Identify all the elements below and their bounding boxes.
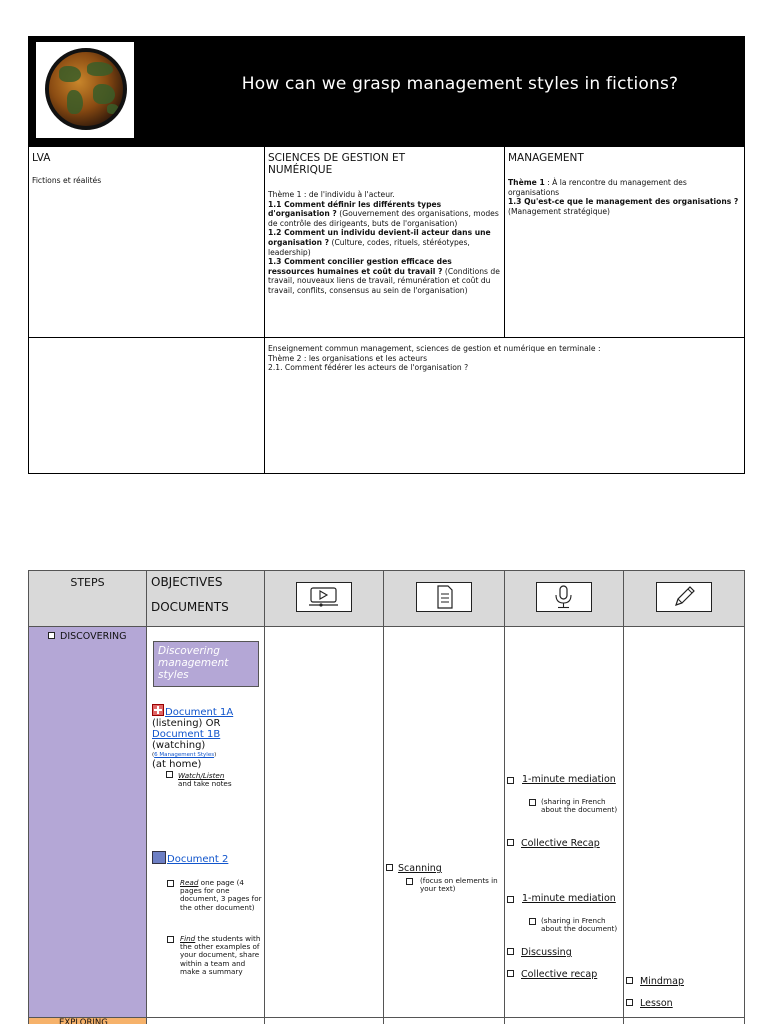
at-home-note: (at home) [152,759,202,770]
sgn-q11-detail: (Gouvernement des organisations, modes de contrôle des dirigeants, buts de l'organisation) [268,209,499,228]
document-icon [416,582,472,612]
sgn-theme-text: : de l'individu à l'acteur. [301,190,395,199]
world-map-globe-icon [45,48,127,130]
video-column-cell [264,626,384,1018]
globe-icon [152,851,166,864]
speaking-column-header [504,570,624,627]
management-theme-label: Thème 1 [508,178,545,187]
video-column-header [264,570,384,627]
steps-header [28,570,147,627]
mediation-1-note: (sharing in French about the document) [541,797,618,815]
collective-recap-2-label: Collective recap [521,969,598,980]
scanning-label: Scanning [398,863,442,874]
step-discovering-label: DISCOVERING [60,631,127,642]
step-discovering-cell [28,626,147,1018]
checkbox-icon[interactable] [529,799,536,806]
video-player-icon [296,582,352,612]
logo [36,42,134,138]
documents-1-block: Document 1A (listening) OR Document 1B (watching) (6 Management Styles) (at home) Watch/Listen and take notes [152,704,262,788]
checkbox-icon[interactable] [507,839,514,846]
mediation-2-subitem [529,917,621,933]
empty-cell [28,337,265,474]
mediation-2-label: 1-minute mediation [522,893,616,904]
document-1b-link[interactable]: Document 1B [152,729,221,740]
checkbox-icon[interactable] [507,777,514,784]
checkbox-icon[interactable] [507,896,514,903]
common-teaching-line1: Enseignement commun management, sciences de gestion et numérique en terminale : [268,344,601,353]
mediation-2-note: (sharing in French about the document) [541,916,618,934]
checkbox-icon[interactable] [626,999,633,1006]
lva-title: LVA [32,152,51,164]
mediation-1-item [507,775,621,786]
document-2-link[interactable]: Document 2 [167,854,229,865]
writing-column-header [623,570,745,627]
management-program [508,178,740,216]
sgn-program [268,190,500,296]
document-2-block [152,851,262,865]
sgn-q11: 1.1 Comment définir les différents types d'organisation ? [268,199,442,219]
find-task-note: the students with the other examples of your document, share within a team and make a summary [180,934,261,976]
row2-speaking-cell [504,1017,624,1024]
management-q13-detail: (Management stratégique) [508,206,610,216]
row2-reading-cell [383,1017,505,1024]
common-teaching-line3: 2.1. Comment fédérer les acteurs de l'organisation ? [268,363,469,373]
find-task: Find [180,934,196,943]
lva-cell [28,146,265,338]
lesson-item [626,998,740,1009]
find-task-item [167,935,263,976]
mediation-1-label: 1-minute mediation [522,774,616,785]
lva-subtitle: Fictions et réalités [32,176,102,185]
management-q13: 1.3 Qu'est-ce que le management des organisations ? [508,197,739,207]
read-task-note: one page (4 pages for one document, 3 pages for the other document) [180,878,262,912]
document-1b-note: (watching) [152,740,206,751]
mediation-2-item [507,894,621,905]
scanning-subitem [406,877,502,893]
management-theme-text: : À la rencontre du management des organisations [508,178,687,197]
document-column-header [383,570,505,627]
collective-recap-1-label: Collective Recap [521,838,600,849]
management-styles-link[interactable]: 6 Management Styles [154,752,215,758]
checkbox-icon[interactable] [48,632,55,639]
objectives-documents-cell [146,626,265,1018]
checkbox-icon[interactable] [626,977,633,984]
objective-box: Discovering management styles [153,641,259,687]
checkbox-icon[interactable] [167,936,174,943]
checkbox-icon[interactable] [507,970,514,977]
common-teaching-text [268,344,740,373]
checkbox-icon[interactable] [507,948,514,955]
read-task: Read [180,878,199,887]
read-task-item [167,879,263,912]
discussing-label: Discussing [521,947,572,958]
checkbox-icon[interactable] [167,880,174,887]
documents-header-label: DOCUMENTS [151,600,229,614]
collective-recap-2-item [507,969,621,980]
scanning-item [386,864,502,873]
sgn-cell [264,146,505,338]
sgn-q13: 1.3 Comment concilier gestion efficace des ressources humaines et coût du travail ? [268,257,452,276]
common-teaching-line2: Thème 2 : les organisations et les acteurs [268,353,428,363]
management-title: MANAGEMENT [508,152,584,164]
mindmap-item [626,976,740,987]
objectives-header-label: OBJECTIVES [151,575,223,589]
microphone-icon [536,582,592,612]
row2-objectives-cell [146,1017,265,1024]
steps-header-label: STEPS [70,576,105,589]
step-exploring-cell [28,1017,147,1024]
reading-column-cell [383,626,505,1018]
checkbox-icon[interactable] [529,918,536,925]
lesson-label: Lesson [640,998,673,1009]
step-discovering[interactable] [48,631,146,642]
mindmap-label: Mindmap [640,976,684,987]
sgn-theme-label: Thème 1 [268,190,302,199]
writing-column-cell [623,626,745,1018]
sgn-title: SCIENCES DE GESTION ET NUMÉRIQUE [268,152,406,176]
management-cell [504,146,745,338]
objectives-header [146,570,265,627]
document-1a-note: (listening) OR [152,718,221,729]
common-teaching-cell [264,337,745,474]
checkbox-icon[interactable] [406,878,413,885]
mediation-1-subitem [529,798,621,814]
sgn-q12-detail: (Culture, codes, rituels, stéréotypes, leadership) [268,237,470,257]
row2-writing-cell [623,1017,745,1024]
watch-listen-note: and take notes [178,779,232,789]
speaking-column-cell [504,626,624,1018]
row2-video-cell [264,1017,384,1024]
uk-flag-icon [152,704,164,716]
collective-recap-1-item [507,838,621,849]
sgn-q12: 1.2 Comment un individu devient-il acteur dans une organisation ? [268,228,491,247]
pencil-icon [656,582,712,612]
checkbox-icon[interactable] [386,864,393,871]
checkbox-icon[interactable] [166,771,173,778]
sgn-q13-detail: (Conditions de travail, nouveaux liens de travail, rémunération et coût du travail, conflits, consensus au sein de l'organisation) [268,266,500,295]
watch-listen-task: Watch/Listen [178,771,225,780]
document-1a-link[interactable]: Document 1A [165,707,234,718]
discussing-item [507,947,621,958]
page-title: How can we grasp management styles in fictions? [241,74,679,94]
scanning-note: (focus on elements in your text) [420,876,498,894]
step-exploring-label: EXPLORING [59,1018,108,1024]
